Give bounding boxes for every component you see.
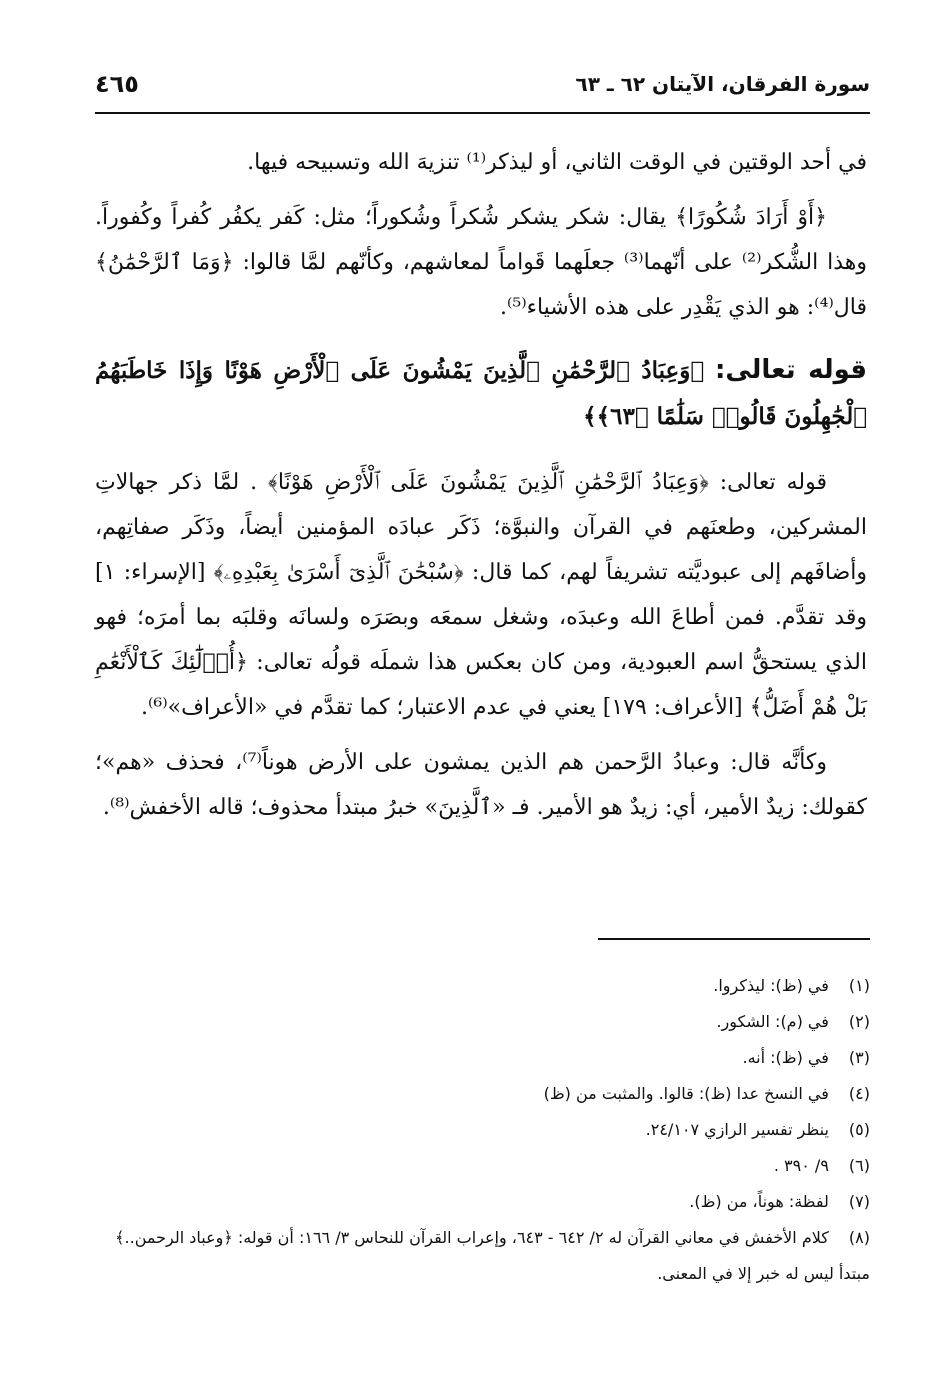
main-text <box>95 140 867 840</box>
footnote-number: (٦) <box>848 1156 870 1175</box>
footnote-text: في (ظ): أنه. <box>742 1048 829 1067</box>
footnote-number: (٨) <box>848 1228 870 1247</box>
footnote <box>95 968 870 1004</box>
verse-heading-text: ﴿وَعِبَادُ ٱلرَّحْمَٰنِ ٱلَّذِينَ يَمْشُونَ عَلَى ٱلْأَرْضِ هَوْنًا وَإِذَا خَاطَبَهُمُ ٱلْجَٰهِلُونَ قَالُوا۟ سَلَٰمًا ﴿٦٣﴾﴾ <box>95 357 867 430</box>
footnote-text: في (م): الشكور. <box>716 1012 829 1031</box>
footnote <box>95 1148 870 1184</box>
footnote-text: كلام الأخفش في معاني القرآن له ٢/ ٦٤٢ - ٦٤٣، وإعراب القرآن للنحاس ٣/ ١٦٦: أن قوله: ﴿وعباد الرحمن..﴾ مبتدأ ليس له خبر إلا في المعنى. <box>115 1228 870 1283</box>
footnote <box>95 1184 870 1220</box>
footnote-number: (٧) <box>848 1192 870 1211</box>
footnote-text: في (ظ): ليذكروا. <box>713 976 829 995</box>
footnote <box>95 1220 870 1292</box>
footnote <box>95 1076 870 1112</box>
footnote-number: (٥) <box>848 1120 870 1139</box>
footnote-number: (٢) <box>848 1012 870 1031</box>
paragraph-1: في أحد الوقتين في الوقت الثاني، أو ليذكر⁽¹⁾ تنزيهَ الله وتسبيحه فيها. <box>247 150 867 175</box>
footnote-text: لفظة: هوناً، من (ظ). <box>689 1192 829 1211</box>
footnote-text: ٩/ ٣٩٠ . <box>773 1156 829 1175</box>
footnotes <box>95 968 870 1292</box>
footnote-number: (٣) <box>848 1048 870 1067</box>
verse-heading <box>95 348 867 440</box>
footnote-number: (١) <box>848 976 870 995</box>
paragraph-4: وكأنَّه قال: وعبادُ الرَّحمن هم الذين يمشون على الأرض هوناً⁽⁷⁾، فحذف «هم»؛ كقولك: زيدٌ الأمير، أي: زيدٌ هو الأمير. فـ «ٱلَّذِينَ» خبرُ مبتدأ محذوف؛ قاله الأخفش⁽⁸⁾. <box>95 750 867 820</box>
header-rule <box>95 112 870 114</box>
paragraph-2: ﴿أَوْ أَرَادَ شُكُورًا﴾ يقال: شكر يشكر شُكراً وشُكوراً؛ مثل: كَفر يكفُر كُفراً وكُفوراً. وهذا الشُّكر⁽²⁾ على أنّهما⁽³⁾ جعلَهما قَواماً لمعاشهم، وكأنّهم لمَّا قالوا: ﴿وَمَا ٱلرَّحْمَٰنُ﴾ قال⁽⁴⁾: هو الذي يَقْدِر على هذه الأشياء⁽⁵⁾. <box>95 205 868 320</box>
footnote <box>95 1112 870 1148</box>
footnote-text: في النسخ عدا (ظ): قالوا. والمثبت من (ظ) <box>543 1084 829 1103</box>
verse-heading-lead: قوله تعالى: <box>714 355 867 385</box>
page-header <box>95 70 870 112</box>
page-number: ٤٦٥ <box>95 70 139 98</box>
running-head: سورة الفرقان، الآيتان ٦٢ ـ ٦٣ <box>575 72 870 96</box>
footnote-number: (٤) <box>848 1084 870 1103</box>
footnote-text: ينظر تفسير الرازي ٢٤/١٠٧. <box>645 1120 829 1139</box>
paragraph-3: قوله تعالى: ﴿وَعِبَادُ ٱلرَّحْمَٰنِ ٱلَّذِينَ يَمْشُونَ عَلَى ٱلْأَرْضِ هَوْنًا﴾ . لمَّا ذكر جهالاتِ المشركين، وطعنَهم في القرآن والنبوَّة؛ ذَكَر عبادَه المؤمنين أيضاً، وذَكَر صفاتِهم، وأضافَهم إلى عبوديَّته تشريفاً لهم، كما قال: ﴿سُبْحَٰنَ ٱلَّذِىٓ أَسْرَىٰ بِعَبْدِهِۦ﴾ [الإسراء: ١] وقد تقدَّم. فمن أطاعَ الله وعبدَه، وشغل سمعَه وبصَرَه ولسانَه وقلبَه بما أمرَه؛ فهو الذي يستحقُّ اسم العبودية، ومن كان بعكس هذا شملَه قولُه تعالى: ﴿أُو۟لَٰٓئِكَ كَٱلْأَنْعَٰمِ بَلْ هُمْ أَضَلُّ﴾ [الأعراف: ١٧٩] يعني في عدم الاعتبار؛ كما تقدَّم في «الأعراف»⁽⁶⁾. <box>95 470 867 720</box>
footnote-separator <box>598 938 870 940</box>
footnote <box>95 1004 870 1040</box>
footnote <box>95 1040 870 1076</box>
